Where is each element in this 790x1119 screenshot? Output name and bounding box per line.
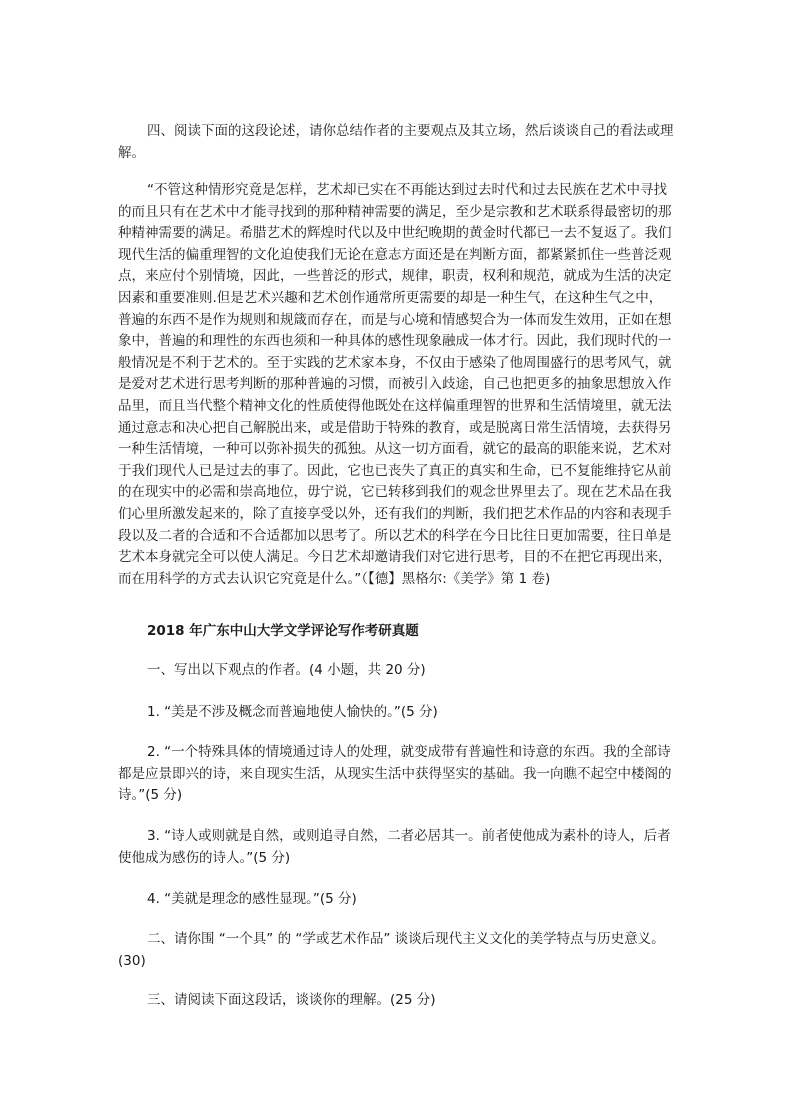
question-4-prompt: 四、阅读下面的这段论述，请你总结作者的主要观点及其立场，然后谈谈自己的看法或理解。 (118, 123, 674, 161)
section-1-heading: 一、写出以下观点的作者。(4 小题，共 20 分) (147, 662, 426, 678)
section-1-item-2: 2. “一个特殊具体的情境通过诗人的处理，就变成带有普遍性和诗意的东西。我的全部诗都是应景即兴的诗，来自现实生活，从现实生活中获得坚实的基础。我一向瞧不起空中楼阁的诗。”(5 分) (118, 744, 672, 804)
section-3-question: 三、请阅读下面这段话，谈谈你的理解。(25 分) (147, 992, 436, 1008)
section-1-item-3: 3. “诗人或则就是自然，或则追寻自然，二者必居其一。前者使他成为素朴的诗人，后者使他成为感伤的诗人。”(5 分) (118, 828, 671, 866)
hegel-quote-passage: “不管这种情形究竟是怎样，艺术却已实在不再能达到过去时代和过去民族在艺术中寻找的而且只有在艺术中才能寻找到的那种精神需要的满足，至少是宗教和艺术联系得最密切的那种精神需要的满足。希腊艺术的辉煌时代以及中世纪晚期的黄金时代都已一去不复返了。我们现代生活的偏重理智的文化迫使我们无论在意志方面还是在判断方面，都紧紧抓住一些普泛观点，来应付个别情境，因此，一些普泛的形式，规律，职责，权利和规范，就成为生活的决定因素和重要准则.但是艺术兴趣和艺术创作通常所更需要的却是一种生气，在这种生气之中，普遍的东西不是作为规则和规箴而存在，而是与心境和情感契合为一体而发生效用，正如在想象中，普遍的和理性的东西也须和一种具体的感性现象融成一体才行。因此，我们现时代的一般情况是不利于艺术的。至于实践的艺术家本身，不仅由于感染了他周围盛行的思考风气，就是爱对艺术进行思考判断的那种普遍的习惯，而被引入歧途，自己也把更多的抽象思想放入作品里，而且当代整个精神文化的性质使得他既处在这样偏重理智的世界和生活情境里，就无法通过意志和决心把自己解脱出来，或是借助于特殊的教育，或是脱离日常生活情境，去获得另一种生活情境，一种可以弥补损失的孤独。从这一切方面看，就它的最高的职能来说，艺术对于我们现代人已是过去的事了。因此，它也已丧失了真正的真实和生命，已不复能维持它从前的在现实中的必需和崇高地位，毋宁说，它已转移到我们的观念世界里去了。现在艺术品在我们心里所激发起来的，除了直接享受以外，还有我们的判断，我们把艺术作品的内容和表现手段以及二者的合适和不合适都加以思考了。所以艺术的科学在今日比往日更加需要，往日单是艺术本身就完全可以使人满足。今日艺术却邀请我们对它进行思考，目的不在把它再现出来，而在用科学的方式去认识它究竟是什么。”（【德】黑格尔:《美学》第 1 卷) (118, 182, 672, 587)
section-2-question: 二、请你围 “一个具” 的 “学或艺术作品” 谈谈后现代主义文化的美学特点与历史意义。(30) (118, 931, 665, 969)
section-1-item-4: 4. “美就是理念的感性显现。”(5 分) (147, 891, 357, 907)
exam-title: 2018 年广东中山大学文学评论写作考研真题 (147, 623, 419, 639)
section-1-item-1: 1. “美是不涉及概念而普遍地使人愉快的。”(5 分) (147, 704, 438, 720)
